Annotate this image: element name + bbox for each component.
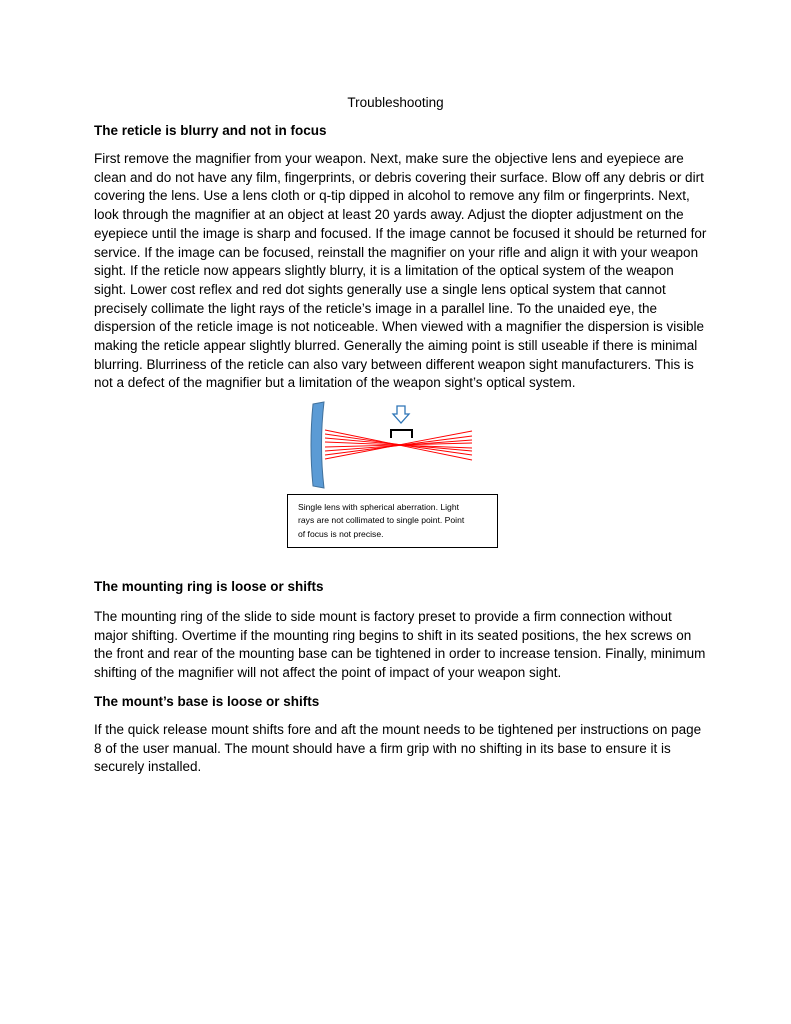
paragraph-line: sight. If the reticle now appears slightly blurry, it is a limitation of the optical system of the weapon	[94, 263, 674, 279]
lens-shape	[311, 402, 324, 488]
paragraph-line: 8 of the user manual. The mount should have a firm grip with no shifting in its base to ensure it is	[94, 740, 671, 756]
paragraph-line: making the reticle appear slightly blurred. Generally the aiming point is still useable if there is minimal	[94, 338, 698, 354]
down-arrow-icon	[393, 406, 409, 423]
paragraph-line: look through the magnifier at an object at least 20 yards away. Adjust the diopter adjustment on the	[94, 207, 684, 223]
paragraph-line: clean and do not have any film, fingerprints, or debris covering their surface. Blow off any debris or dirt	[94, 169, 704, 185]
paragraph-line: dispersion of the reticle image is not noticeable. When viewed with a magnifier the dispersion is visible	[94, 319, 705, 335]
page-title: Troubleshooting	[347, 95, 444, 110]
spherical-aberration-diagram	[308, 400, 478, 490]
paragraph-line: sight. Lower cost reflex and red dot sights generally use a single lens optical system that cannot	[94, 281, 666, 297]
section-paragraph-mount-base	[94, 721, 700, 777]
paragraph-line: the front and rear of the mounting base can be tightened in order to increase tension. Finally, minimum	[94, 646, 706, 662]
light-ray	[325, 431, 472, 459]
paragraph-line: shifting of the magnifier will not affect the point of impact of your weapon sight.	[94, 665, 562, 681]
paragraph-line: not a defect of the magnifier but a limitation of the weapon sight’s optical system.	[94, 375, 576, 391]
figure-caption	[287, 494, 498, 548]
paragraph-line: blurring. Blurriness of the reticle can also vary between different weapon sight manufacturers. This is	[94, 356, 694, 372]
section-paragraph-mounting-ring	[94, 608, 706, 683]
paragraph-line: service. If the image can be focused, reinstall the magnifier on your rifle and align it with your weapon	[94, 244, 699, 260]
section-heading-mount-base: The mount’s base is loose or shifts	[94, 694, 320, 709]
paragraph-line: major shifting. Overtime if the mounting ring begins to shift in its seated positions, the hex screws on	[94, 627, 692, 643]
caption-line: Single lens with spherical aberration. Light	[298, 502, 459, 512]
paragraph-line: First remove the magnifier from your weapon. Next, make sure the objective lens and eyepiece are	[94, 151, 684, 166]
paragraph-line: precisely collimate the light rays of the reticle’s image in a parallel line. To the unaided eye, the	[94, 300, 658, 316]
paragraph-line: If the quick release mount shifts fore and aft the mount needs to be tightened per instructions on page	[94, 722, 702, 737]
paragraph-line: The mounting ring of the slide to side mount is factory preset to provide a firm connection without	[94, 609, 672, 624]
paragraph-line: securely installed.	[94, 759, 202, 775]
caption-line: rays are not collimated to single point. Point	[298, 515, 465, 526]
focus-bracket	[391, 430, 412, 438]
paragraph-line: covering the lens. Use a lens cloth or q-tip dipped in alcohol to remove any film or fingerprints. Next,	[94, 188, 690, 204]
paragraph-line: eyepiece until the image is sharp and focused. If the image cannot be focused it should be returned for	[94, 225, 707, 241]
light-rays	[325, 430, 472, 460]
section-heading-reticle-blurry: The reticle is blurry and not in focus	[94, 123, 327, 138]
section-heading-mounting-ring: The mounting ring is loose or shifts	[94, 579, 324, 594]
caption-line: of focus is not precise.	[298, 528, 384, 539]
section-paragraph-reticle-blurry	[94, 150, 707, 393]
